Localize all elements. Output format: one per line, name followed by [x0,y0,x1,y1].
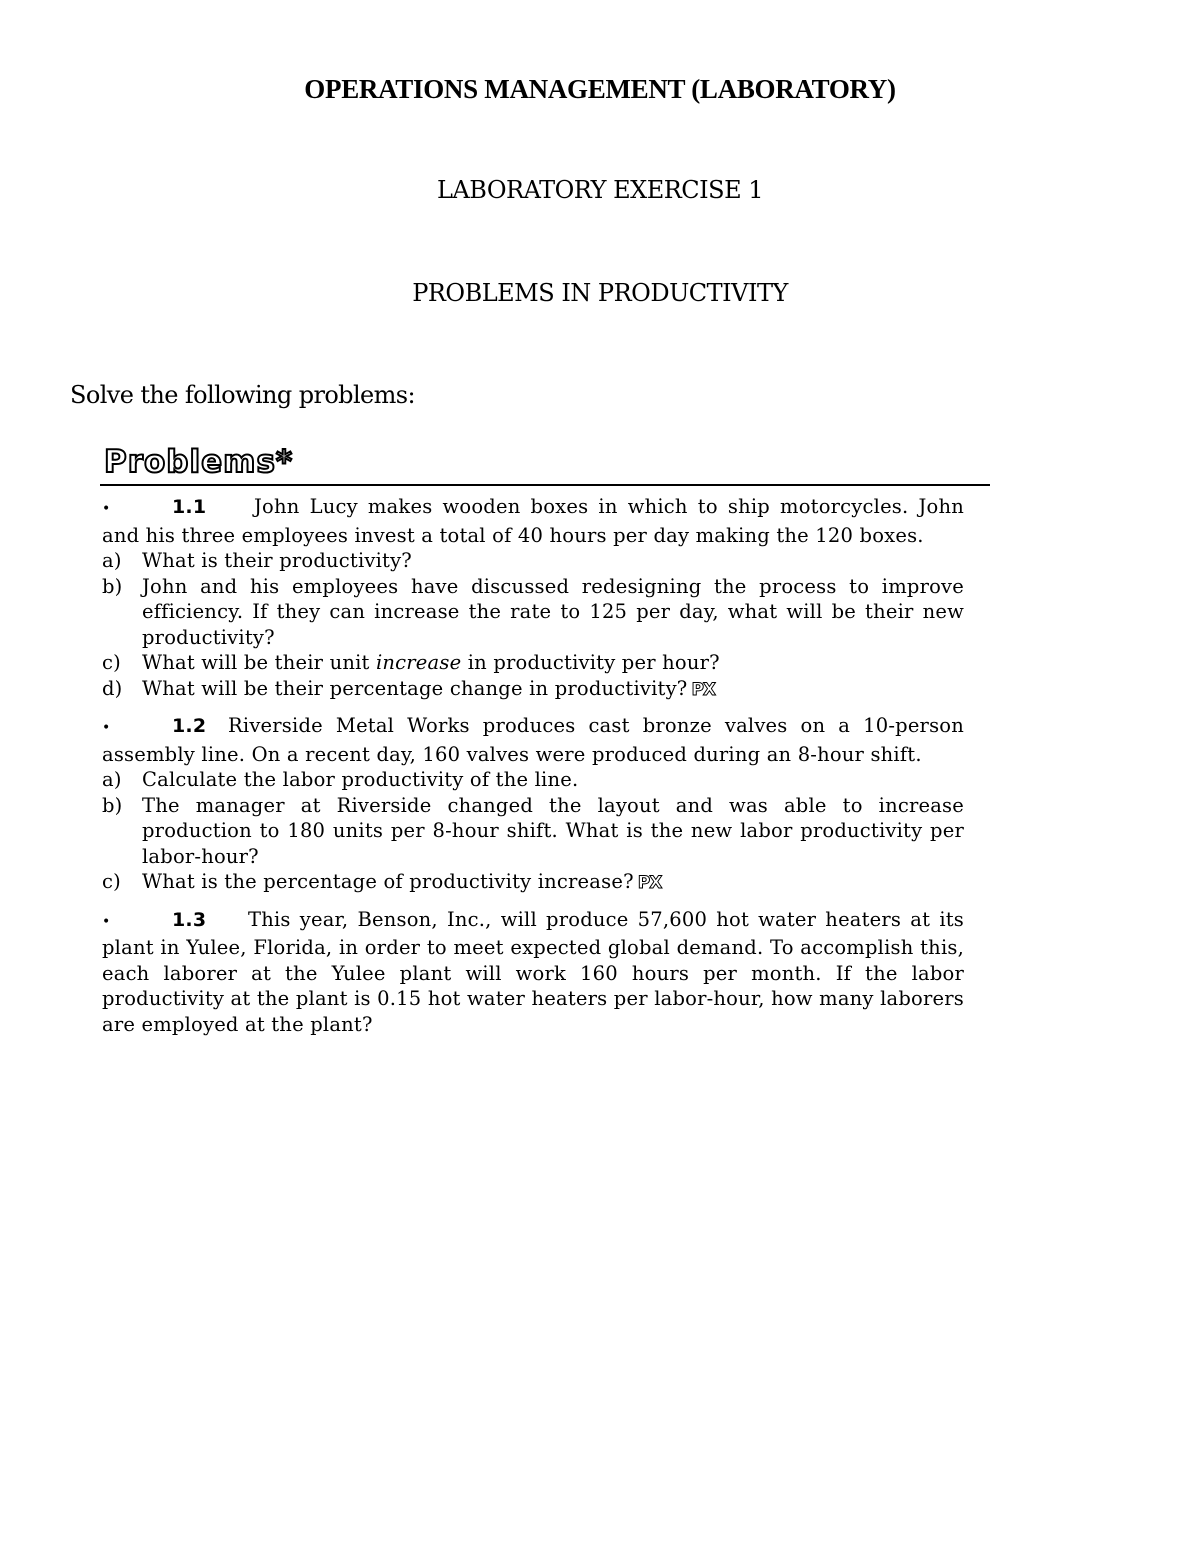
part-text-body: What will be their percentage change in productivity? [142,676,688,700]
heading-rule [100,484,990,486]
problem-intro [102,713,964,767]
part-label: a) [102,768,122,791]
part-text: What is their productivity? [142,549,412,572]
part-text [142,676,964,704]
instructions-text: Solve the following problems: [70,381,415,409]
problem-1-2 [102,713,964,897]
problem-intro-text: This year, Benson, Inc., will produce 57,600 hot water heaters at its plant in Yulee, Florida, in order to meet expected global demand. To accomplish this, each laborer at the Yulee plant will work 160 hours per month. If the labor productivity at the plant is 0.15 hot water heaters per labor-hour, how many laborers are employed at the plant? [102,907,964,1036]
topic-title: PROBLEMS IN PRODUCTIVITY [412,279,788,307]
problem-number: 1.2 [172,715,207,737]
problem-1-1 [102,494,964,703]
part-label: c) [102,870,121,893]
bullet-icon: • [102,720,111,736]
problem-intro [102,907,964,1038]
problem-1-3 [102,907,964,1038]
exercise-title: LABORATORY EXERCISE 1 [436,176,763,204]
part-label: a) [102,549,122,572]
part-text: John and his employees have discussed redesigning the process to improve efficiency. If they can increase the rate to 125 per day, what will be their new productivity? [142,574,964,649]
part-label: c) [102,651,121,674]
part-text-emphasis: increase [375,651,462,674]
problem-part [102,676,964,704]
part-text: Calculate the labor productivity of the line. [142,768,579,791]
problem-intro [102,494,964,548]
problems-heading: Problems* [104,444,294,480]
scanned-problems-image [100,446,992,1037]
part-label: d) [102,676,123,700]
part-text-body: What is the percentage of productivity increase? [142,870,634,893]
problem-number: 1.3 [172,908,207,931]
problem-part [102,767,964,793]
part-label: b) [102,793,123,817]
problem-intro-text: John Lucy makes wooden boxes in which to ship motorcycles. John and his three employees invest a total of 40 hours per day making the 120 boxes. [102,495,964,547]
part-text: The manager at Riverside changed the layout and was able to increase production to 180 units per 8-hour shift. What is the new labor productivity per labor-hour? [142,793,964,868]
part-label: b) [102,574,123,598]
part-text-start: What will be their unit [142,651,376,674]
part-text [142,650,964,676]
part-text [142,869,964,897]
problem-part [102,548,964,574]
problem-intro-text: Riverside Metal Works produces cast bronze valves on a 10-person assembly line. On a recent day, 160 valves were produced during an 8-hour shift. [102,714,964,766]
px-icon: PX [691,679,716,700]
bullet-icon: • [102,913,111,930]
part-text-end: in productivity per hour? [461,651,720,674]
problem-part [102,574,964,651]
px-icon: PX [637,873,662,893]
problem-part [102,793,964,870]
problem-part [102,650,964,676]
problem-part [102,869,964,897]
problem-number: 1.1 [172,496,207,518]
page-title: OPERATIONS MANAGEMENT (LABORATORY) [304,74,896,104]
bullet-icon: • [102,501,111,517]
